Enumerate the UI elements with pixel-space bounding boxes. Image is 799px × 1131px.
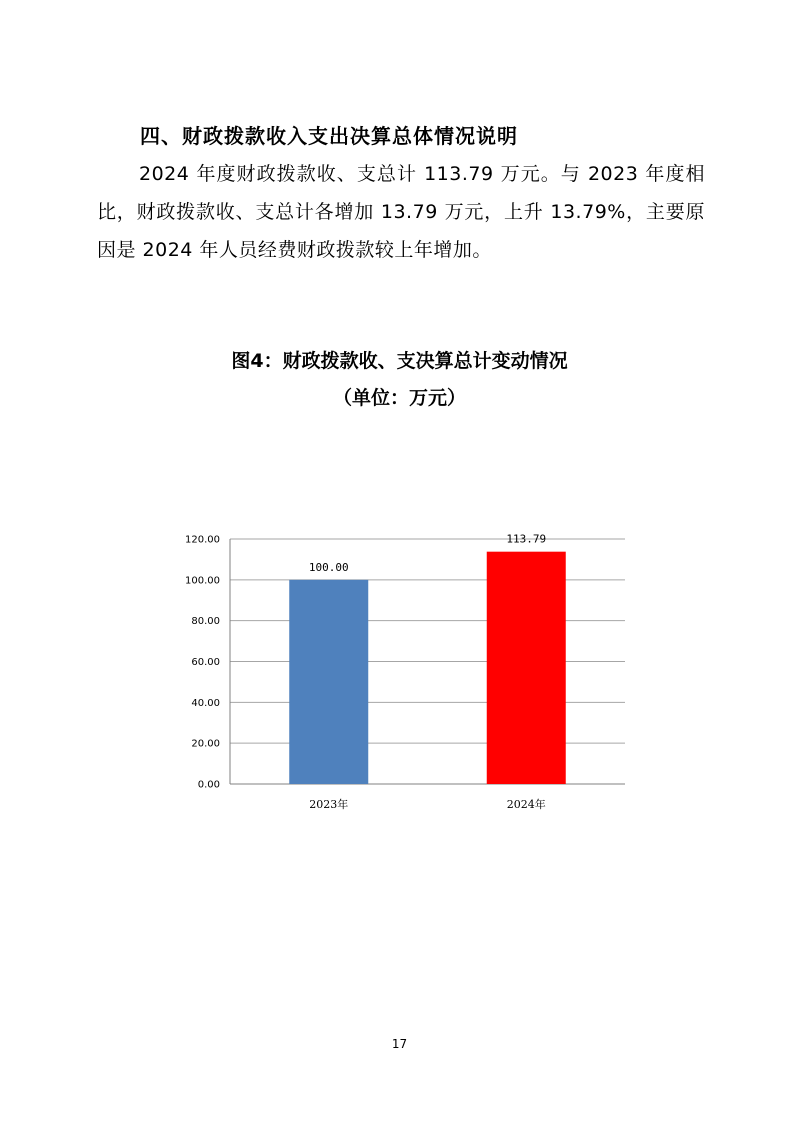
- y-tick-label: 20.00: [191, 738, 220, 750]
- body-paragraph: [97, 155, 705, 269]
- chart-bars: [289, 552, 566, 784]
- y-tick-label: 0.00: [197, 779, 220, 791]
- data-label: 100.00: [308, 560, 349, 574]
- y-tick-label: 60.00: [191, 657, 220, 668]
- section-heading: 四、财政拨款收入支出决算总体情况说明: [140, 124, 518, 148]
- figure-title: 图4：财政拨款收、支决算总计变动情况: [231, 350, 568, 372]
- y-tick-label: 120.00: [185, 534, 220, 546]
- y-tick-label: 80.00: [191, 616, 220, 628]
- x-tick-label: 2024年: [506, 798, 546, 811]
- bar-chart: [150, 500, 650, 830]
- bar: [487, 552, 566, 784]
- data-label: 113.79: [506, 532, 547, 546]
- figure-subtitle: （单位：万元）: [332, 387, 466, 409]
- page-number: 17: [391, 1037, 408, 1051]
- x-tick-label: 2023年: [309, 798, 349, 811]
- paragraph-text: 2024 年度财政拨款收、支总计 113.79 万元。与 2023 年度相比，财政拨款收、支总计各增加 13.79 万元，上升 13.79%，主要原因是 2024 年人员经费财政拨款较上年增加。: [97, 163, 705, 261]
- y-tick-label: 100.00: [185, 575, 220, 587]
- bar: [289, 580, 368, 784]
- y-tick-label: 40.00: [191, 697, 220, 709]
